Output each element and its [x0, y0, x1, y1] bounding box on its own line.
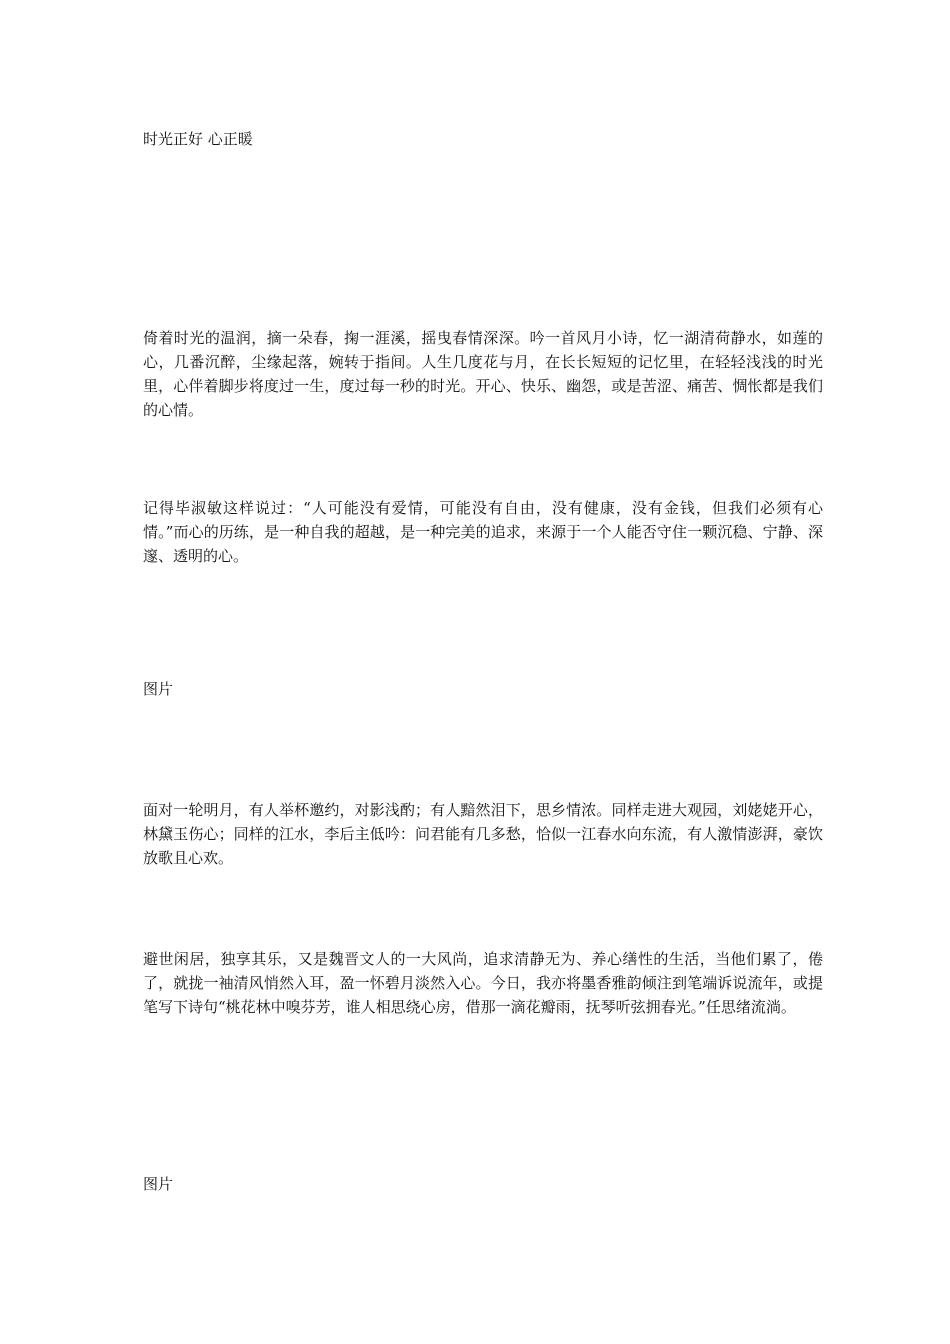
paragraph-1: 倚着时光的温润，摘一朵春，掬一涯溪，摇曳春情深深。吟一首风月小诗，忆一湖清荷静水，如莲的心，几番沉醉，尘缘起落，婉转于指间。人生几度花与月，在长长短短的记忆里，在轻轻浅浅的时光里，心伴着脚步将度过一生，度过每一秒的时光。开心、快乐、幽怨，或是苦涩、痛苦、惆怅都是我们的心情。: [143, 329, 823, 419]
paragraph-4: 避世闲居，独享其乐，又是魏晋文人的一大风尚，追求清静无为、养心缮性的生活，当他们累了，倦了，就拢一袖清风悄然入耳，盈一怀碧月淡然入心。今日，我亦将墨香雅韵倾注到笔端诉说流年，或提笔写下诗句“桃花林中嗅芬芳，谁人相思绕心房，借那一滴花瓣雨，抚琴听弦拥春光。”任思绪流淌。: [143, 950, 823, 1016]
image-placeholder-1: 图片: [143, 680, 174, 698]
paragraph-3: 面对一轮明月，有人举杯邀约，对影浅酌；有人黯然泪下，思乡情浓。同样走进大观园，刘姥姥开心，林黛玉伤心；同样的江水，李后主低吟：问君能有几多愁，恰似一江春水向东流，有人激情澎湃，豪饮放歌且心欢。: [143, 801, 823, 867]
image-placeholder-2: 图片: [143, 1175, 174, 1193]
document-title: 时光正好 心正暖: [143, 130, 253, 148]
paragraph-2: 记得毕淑敏这样说过：“人可能没有爱情，可能没有自由，没有健康，没有金钱，但我们必须有心情。”而心的历练，是一种自我的超越，是一种完美的追求，来源于一个人能否守住一颗沉稳、宁静、深邃、透明的心。: [143, 499, 823, 565]
